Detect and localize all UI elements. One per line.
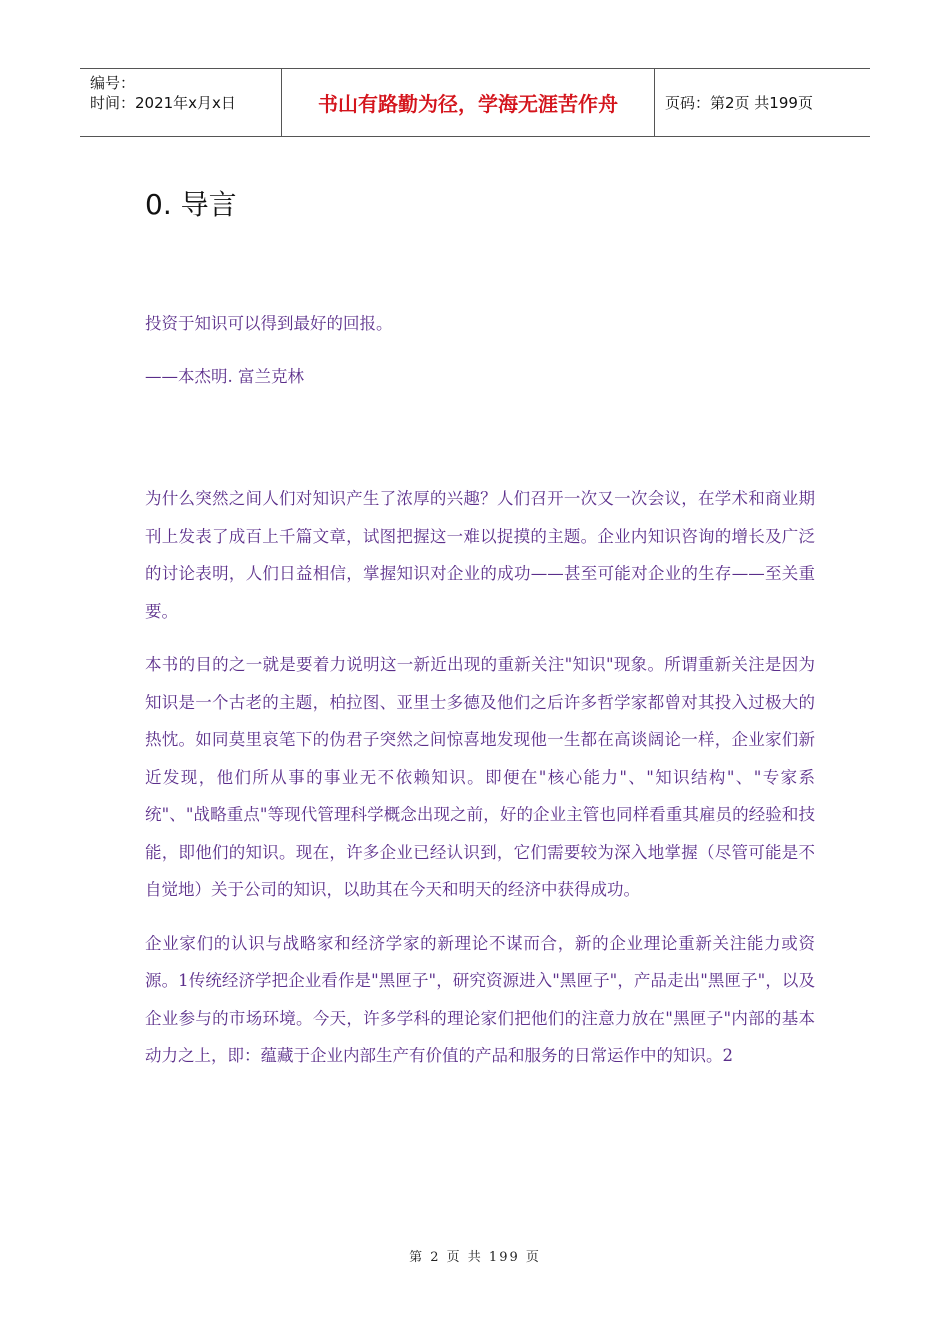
paragraph: 为什么突然之间人们对知识产生了浓厚的兴趣？人们召开一次又一次会议，在学术和商业期刊上发表了成百上千篇文章，试图把握这一难以捉摸的主题。企业内知识咨询的增长及广泛的讨论表明，人们日益相信，掌握知识对企业的成功——甚至可能对企业的生存——至关重要。 — [145, 489, 815, 621]
header-page-info: 页码：第2页 共199页 — [665, 94, 813, 112]
header-motto: 书山有路勤为径，学海无涯苦作舟 — [282, 69, 655, 136]
paragraph: 本书的目的之一就是要着力说明这一新近出现的重新关注"知识"现象。所谓重新关注是因为知识是一个古老的主题，柏拉图、亚里士多德及他们之后许多哲学家都曾对其投入过极大的热忱。如同莫里哀笔下的伪君子突然之间惊喜地发现他一生都在高谈阔论一样，企业家们新近发现，他们所从事的事业无不依赖知识。即便在"核心能力"、"知识结构"、"专家系统"、"战略重点"等现代管理科学概念出现之前，好的企业主管也同样看重其雇员的经验和技能，即他们的知识。现在，许多企业已经认识到，它们需要较为深入地掌握（尽管可能是不自觉地）关于公司的知识，以助其在今天和明天的经济中获得成功。 — [145, 655, 815, 899]
page-footer: 第 2 页 共 199 页 — [409, 1250, 541, 1265]
page-header — [80, 68, 870, 137]
section-title: 0. 导言 — [145, 188, 237, 221]
header-meta — [80, 69, 282, 136]
time-label: 时间：2021年x月x日 — [90, 94, 236, 112]
body-paragraphs — [145, 480, 815, 1091]
epigraph-quote: 投资于知识可以得到最好的回报。 — [145, 314, 393, 333]
epigraph-author: ——本杰明. 富兰克林 — [145, 367, 304, 386]
number-label: 编号： — [90, 74, 136, 92]
epigraph — [145, 310, 815, 416]
paragraph: 企业家们的认识与战略家和经济学家的新理论不谋而合，新的企业理论重新关注能力或资源。1传统经济学把企业看作是"黑匣子"，研究资源进入"黑匣子"，产品走出"黑匣子"，以及企业参与的市场环境。今天，许多学科的理论家们把他们的注意力放在"黑匣子"内部的基本动力之上，即：蕴藏于企业内部生产有价值的产品和服务的日常运作中的知识。2 — [145, 933, 815, 1065]
